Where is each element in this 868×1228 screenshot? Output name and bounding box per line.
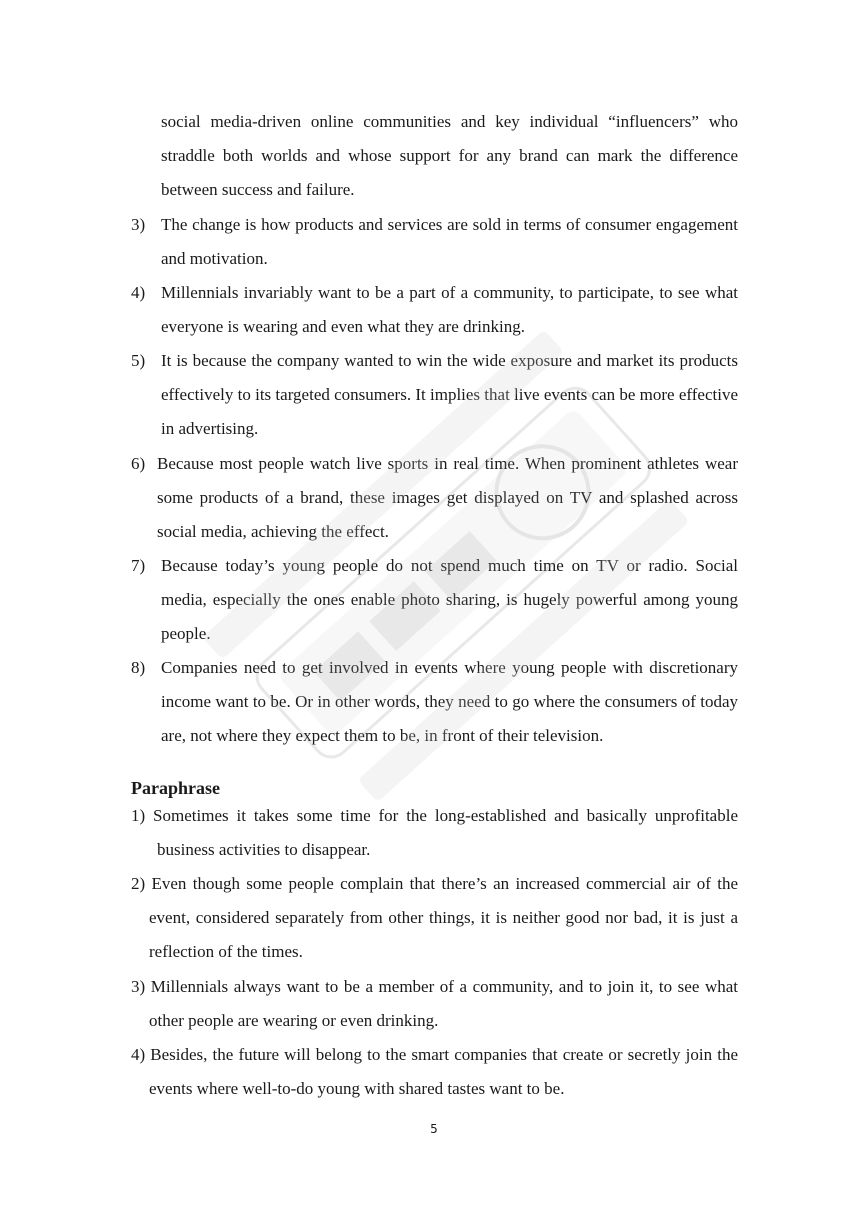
answer-text: Companies need to get involved in events where young people with discretionary income want to be. Or in other words, they need to go where the consumers of today are, not where they expect them to be, in front of their television. <box>161 658 738 745</box>
answer-number: 3) <box>131 215 146 234</box>
answer-7 <box>131 549 738 651</box>
answer-text: It is because the company wanted to win the wide exposure and market its products effectively to its targeted consumers. It implies that live events can be more effective in advertising. <box>161 351 738 438</box>
answer-number: 6) <box>131 454 146 473</box>
answer-text: Because most people watch live sports in real time. When prominent athletes wear some products of a brand, these images get displayed on TV and splashed across social media, achieving the effect. <box>157 454 738 541</box>
answer-number: 7) <box>131 556 146 575</box>
answer-8 <box>131 651 738 753</box>
paraphrase-heading: Paraphrase <box>131 778 220 798</box>
answer-4 <box>131 276 738 344</box>
answer-text: The change is how products and services are sold in terms of consumer engagement and motivation. <box>161 215 738 268</box>
paraphrase-2 <box>131 867 738 969</box>
answer-5 <box>131 344 738 446</box>
answer-number: 5) <box>131 351 146 370</box>
answer-6 <box>131 447 738 549</box>
answer-text: Millennials invariably want to be a part of a community, to participate, to see what everyone is wearing and even what they are drinking. <box>161 283 738 336</box>
answer-number: 4) <box>131 283 146 302</box>
answer-text: Because today’s young people do not spend much time on TV or radio. Social media, especially the ones enable photo sharing, is hugely powerful among young people. <box>161 556 738 643</box>
page-number: 5 <box>430 1122 438 1136</box>
paraphrase-text: 3) Millennials always want to be a member of a community, and to join it, to see what other people are wearing or even drinking. <box>131 977 738 1030</box>
paraphrase-text: 1) Sometimes it takes some time for the long-established and basically unprofitable business activities to disappear. <box>131 806 738 859</box>
answer-number: 8) <box>131 658 146 677</box>
paraphrase-text: 2) Even though some people complain that there’s an increased commercial air of the event, considered separately from other things, it is neither good nor bad, it is just a reflection of the times. <box>131 874 738 961</box>
paraphrase-3 <box>131 970 738 1038</box>
answer-2-continuation <box>131 105 738 207</box>
paraphrase-4 <box>131 1038 738 1106</box>
answer-3 <box>131 208 738 276</box>
answer-text: social media-driven online communities and key individual “influencers” who straddle both worlds and whose support for any brand can mark the difference between success and failure. <box>161 112 738 199</box>
paraphrase-text: 4) Besides, the future will belong to the smart companies that create or secretly join the events where well-to-do young with shared tastes want to be. <box>131 1045 738 1098</box>
paraphrase-1 <box>131 799 738 867</box>
